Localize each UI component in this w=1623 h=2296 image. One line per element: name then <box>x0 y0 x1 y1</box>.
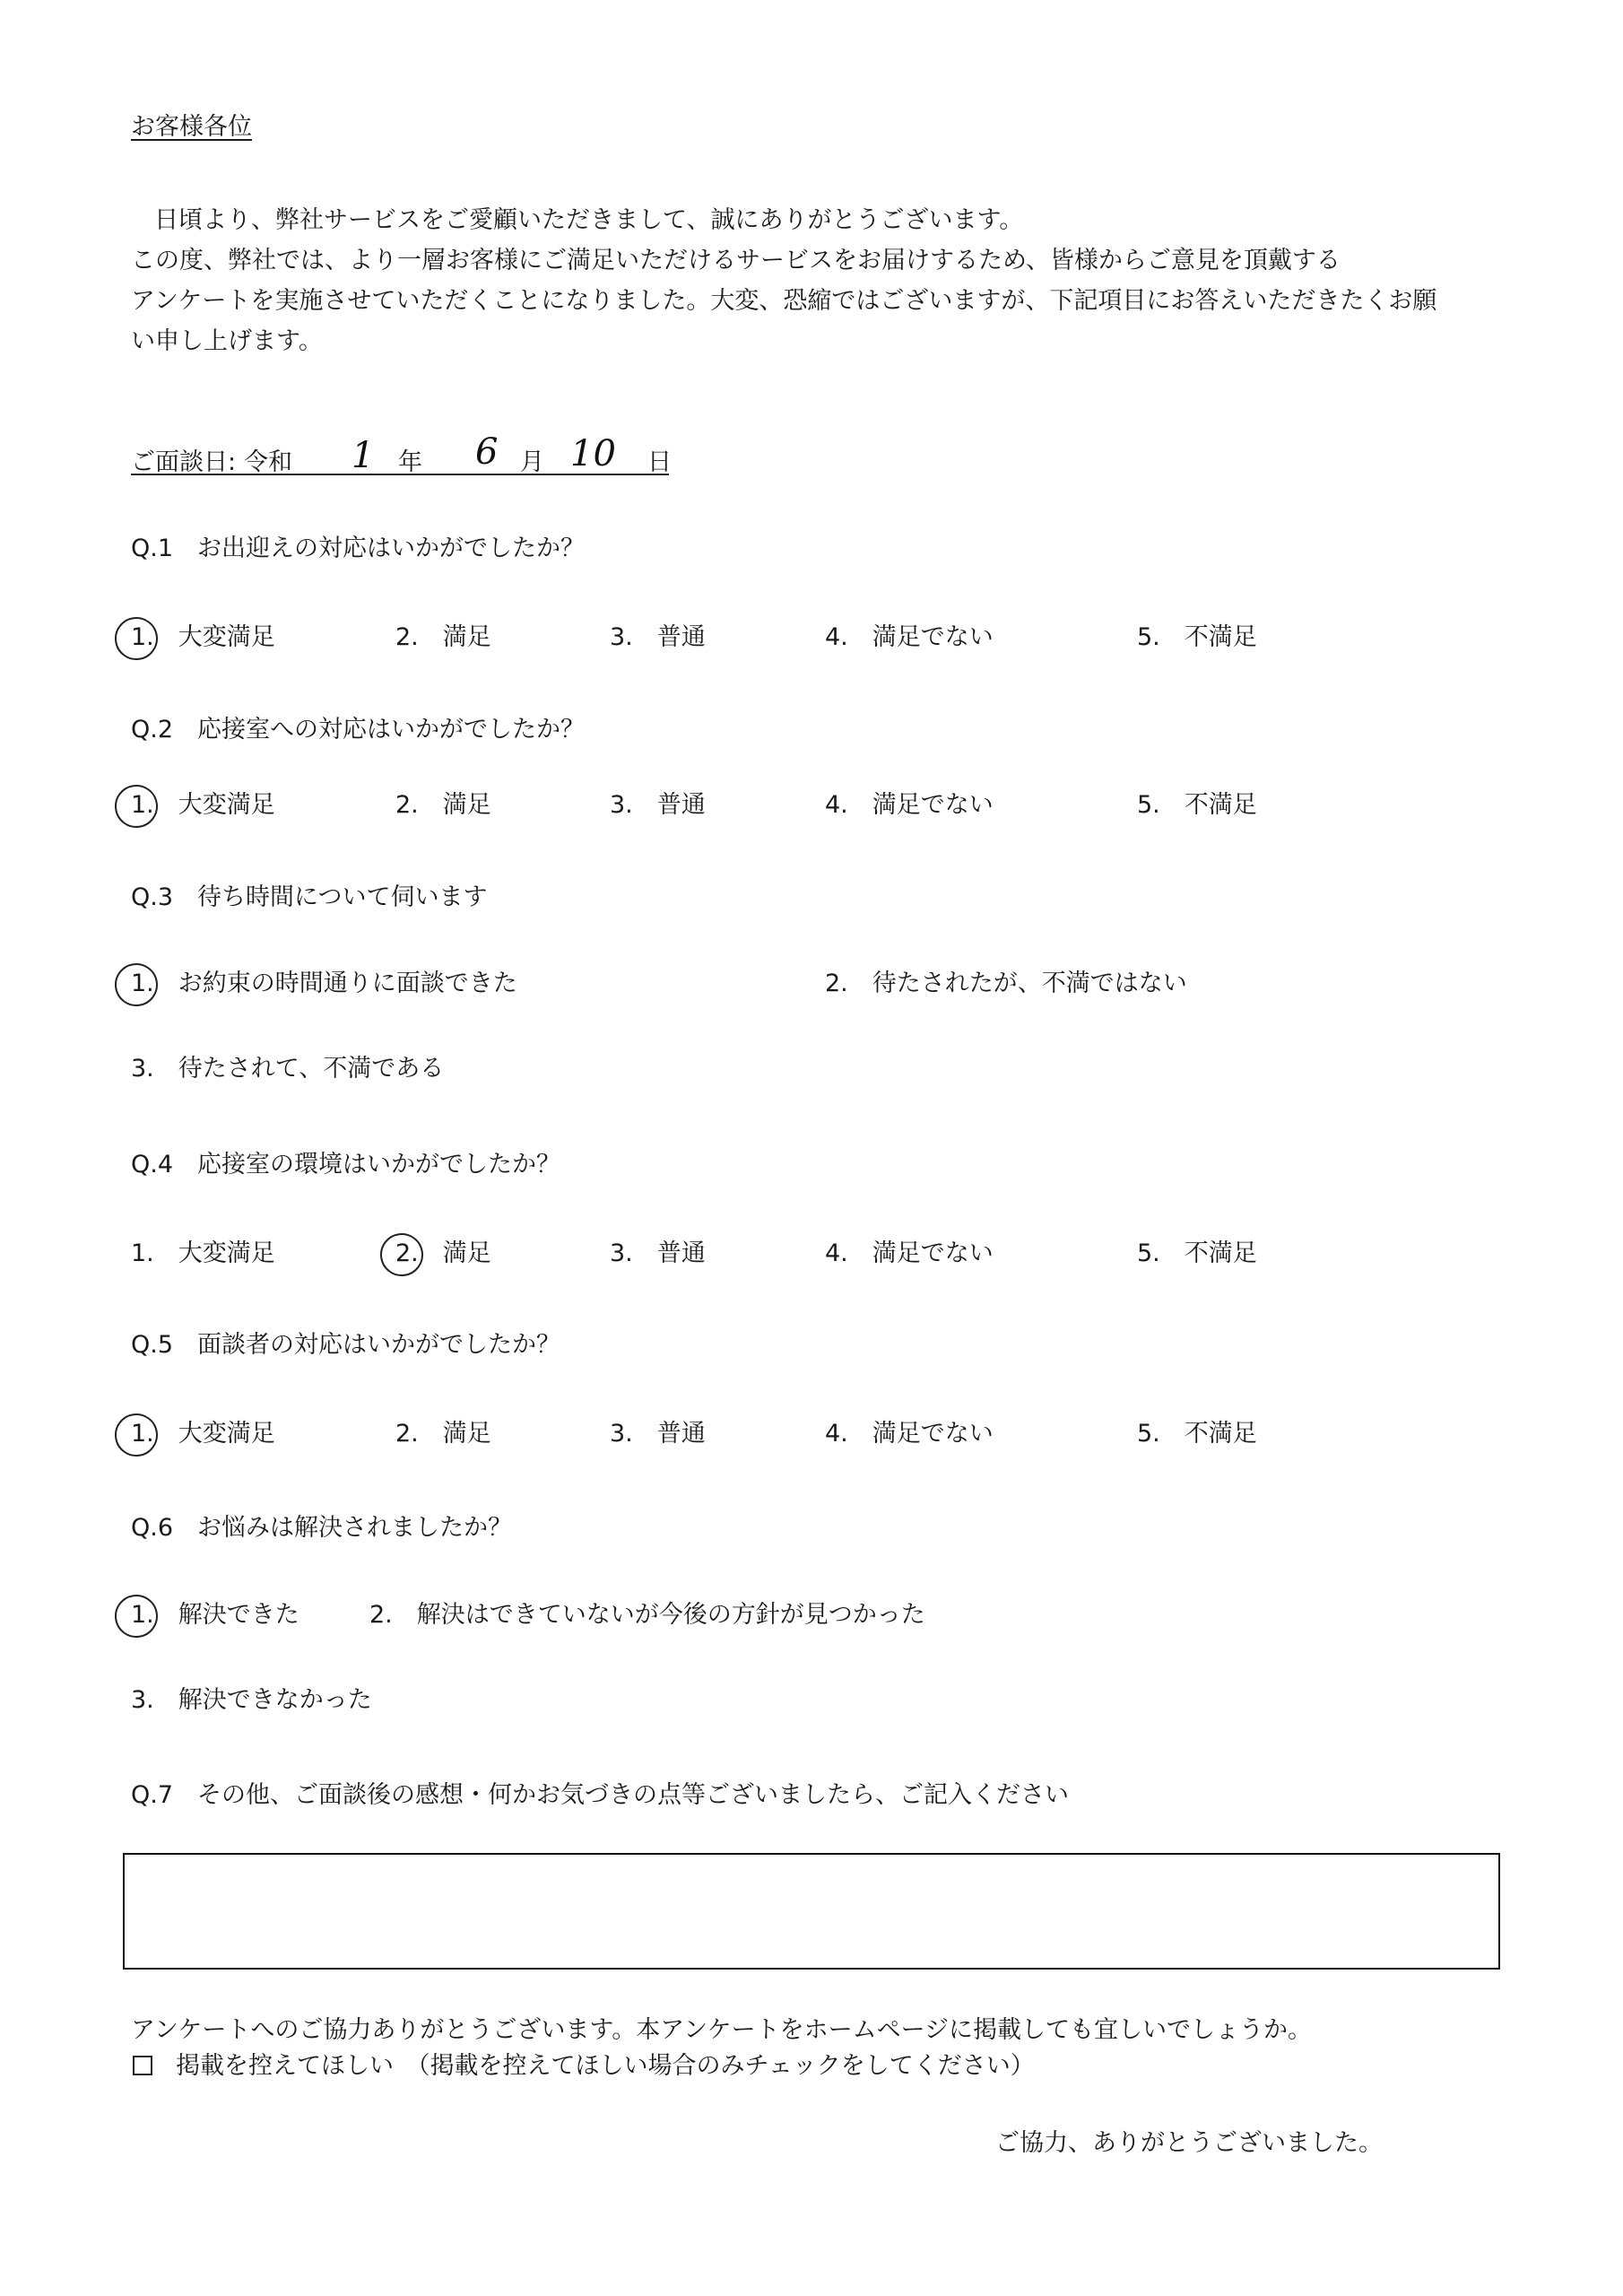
q6-option-2[interactable]: 2. 解決はできていないが今後の方針が見つかった <box>369 1601 925 1629</box>
publish-question: アンケートへのご協力ありがとうございます。本アンケートをホームページに掲載しても宜しいでしょうか。 <box>131 2016 1313 2044</box>
date-month-unit: 月 <box>520 448 544 476</box>
q1-label: Q.1 お出迎えの対応はいかがでしたか？ <box>131 535 586 562</box>
no-publish-checkbox[interactable] <box>133 2056 152 2075</box>
q5-option-4[interactable]: 4. 満足でない <box>825 1420 994 1448</box>
intro-line-1: 日頃より、弊社サービスをご愛顧いただきまして、誠にありがとうございます。 <box>154 206 1024 234</box>
q3-option-3[interactable]: 3. 待たされて、不満である <box>131 1055 445 1083</box>
salutation: お客様各位 <box>131 113 252 141</box>
q3-label: Q.3 待ち時間について伺います <box>131 883 488 911</box>
date-day-value[interactable]: 10 <box>570 433 616 474</box>
q1-option-2[interactable]: 2. 満足 <box>395 623 491 651</box>
date-month-value[interactable]: 6 <box>475 431 499 473</box>
q5-label: Q.5 面談者の対応はいかがでしたか？ <box>131 1331 561 1359</box>
q3-option-1[interactable]: 1. お約束の時間通りに面談できた <box>131 970 517 997</box>
q6-option-1[interactable]: 1. 解決できた <box>131 1601 299 1629</box>
q2-option-5[interactable]: 5. 不満足 <box>1137 791 1257 819</box>
q4-option-3[interactable]: 3. 普通 <box>610 1239 706 1267</box>
q2-option-1[interactable]: 1. 大変満足 <box>131 791 275 819</box>
date-day-unit: 日 <box>647 448 672 476</box>
q1-option-3[interactable]: 3. 普通 <box>610 623 706 651</box>
q4-option-1[interactable]: 1. 大変満足 <box>131 1239 275 1267</box>
q1-option-5[interactable]: 5. 不満足 <box>1137 623 1257 651</box>
no-publish-label: 掲載を控えてほしい （掲載を控えてほしい場合のみチェックをしてください） <box>176 2052 1035 2080</box>
date-label: ご面談日: <box>131 448 237 476</box>
q4-option-2[interactable]: 2. 満足 <box>395 1239 491 1267</box>
q2-option-4[interactable]: 4. 満足でない <box>825 791 994 819</box>
q3-option-2[interactable]: 2. 待たされたが、不満ではない <box>825 970 1187 997</box>
q1-option-4[interactable]: 4. 満足でない <box>825 623 994 651</box>
q1-option-1[interactable]: 1. 大変満足 <box>131 623 275 651</box>
q2-option-3[interactable]: 3. 普通 <box>610 791 706 819</box>
q7-label: Q.7 その他、ご面談後の感想・何かお気づきの点等ございましたら、ご記入ください <box>131 1781 1070 1809</box>
q4-option-4[interactable]: 4. 満足でない <box>825 1239 994 1267</box>
date-year-unit: 年 <box>398 448 422 476</box>
q2-label: Q.2 応接室への対応はいかがでしたか？ <box>131 716 586 744</box>
intro-line-4: い申し上げます。 <box>131 327 323 355</box>
date-year-value[interactable]: 1 <box>352 435 375 476</box>
closing-thanks: ご協力、ありがとうございました。 <box>995 2129 1383 2157</box>
intro-line-2: この度、弊社では、より一層お客様にご満足いただけるサービスをお届けするため、皆様からご意見を頂戴する <box>131 247 1341 274</box>
q7-free-text-box[interactable] <box>123 1853 1500 1970</box>
q6-label: Q.6 お悩みは解決されましたか？ <box>131 1514 513 1542</box>
q4-option-5[interactable]: 5. 不満足 <box>1137 1239 1257 1267</box>
q5-option-3[interactable]: 3. 普通 <box>610 1420 706 1448</box>
q4-label: Q.4 応接室の環境はいかがでしたか？ <box>131 1151 561 1178</box>
date-era: 令和 <box>244 448 292 476</box>
q6-option-3[interactable]: 3. 解決できなかった <box>131 1686 372 1714</box>
q5-option-1[interactable]: 1. 大変満足 <box>131 1420 275 1448</box>
q2-option-2[interactable]: 2. 満足 <box>395 791 491 819</box>
q5-option-2[interactable]: 2. 満足 <box>395 1420 491 1448</box>
q5-option-5[interactable]: 5. 不満足 <box>1137 1420 1257 1448</box>
intro-line-3: アンケートを実施させていただくことになりました。大変、恐縮ではございますが、下記項目にお答えいただきたくお願 <box>131 287 1437 315</box>
